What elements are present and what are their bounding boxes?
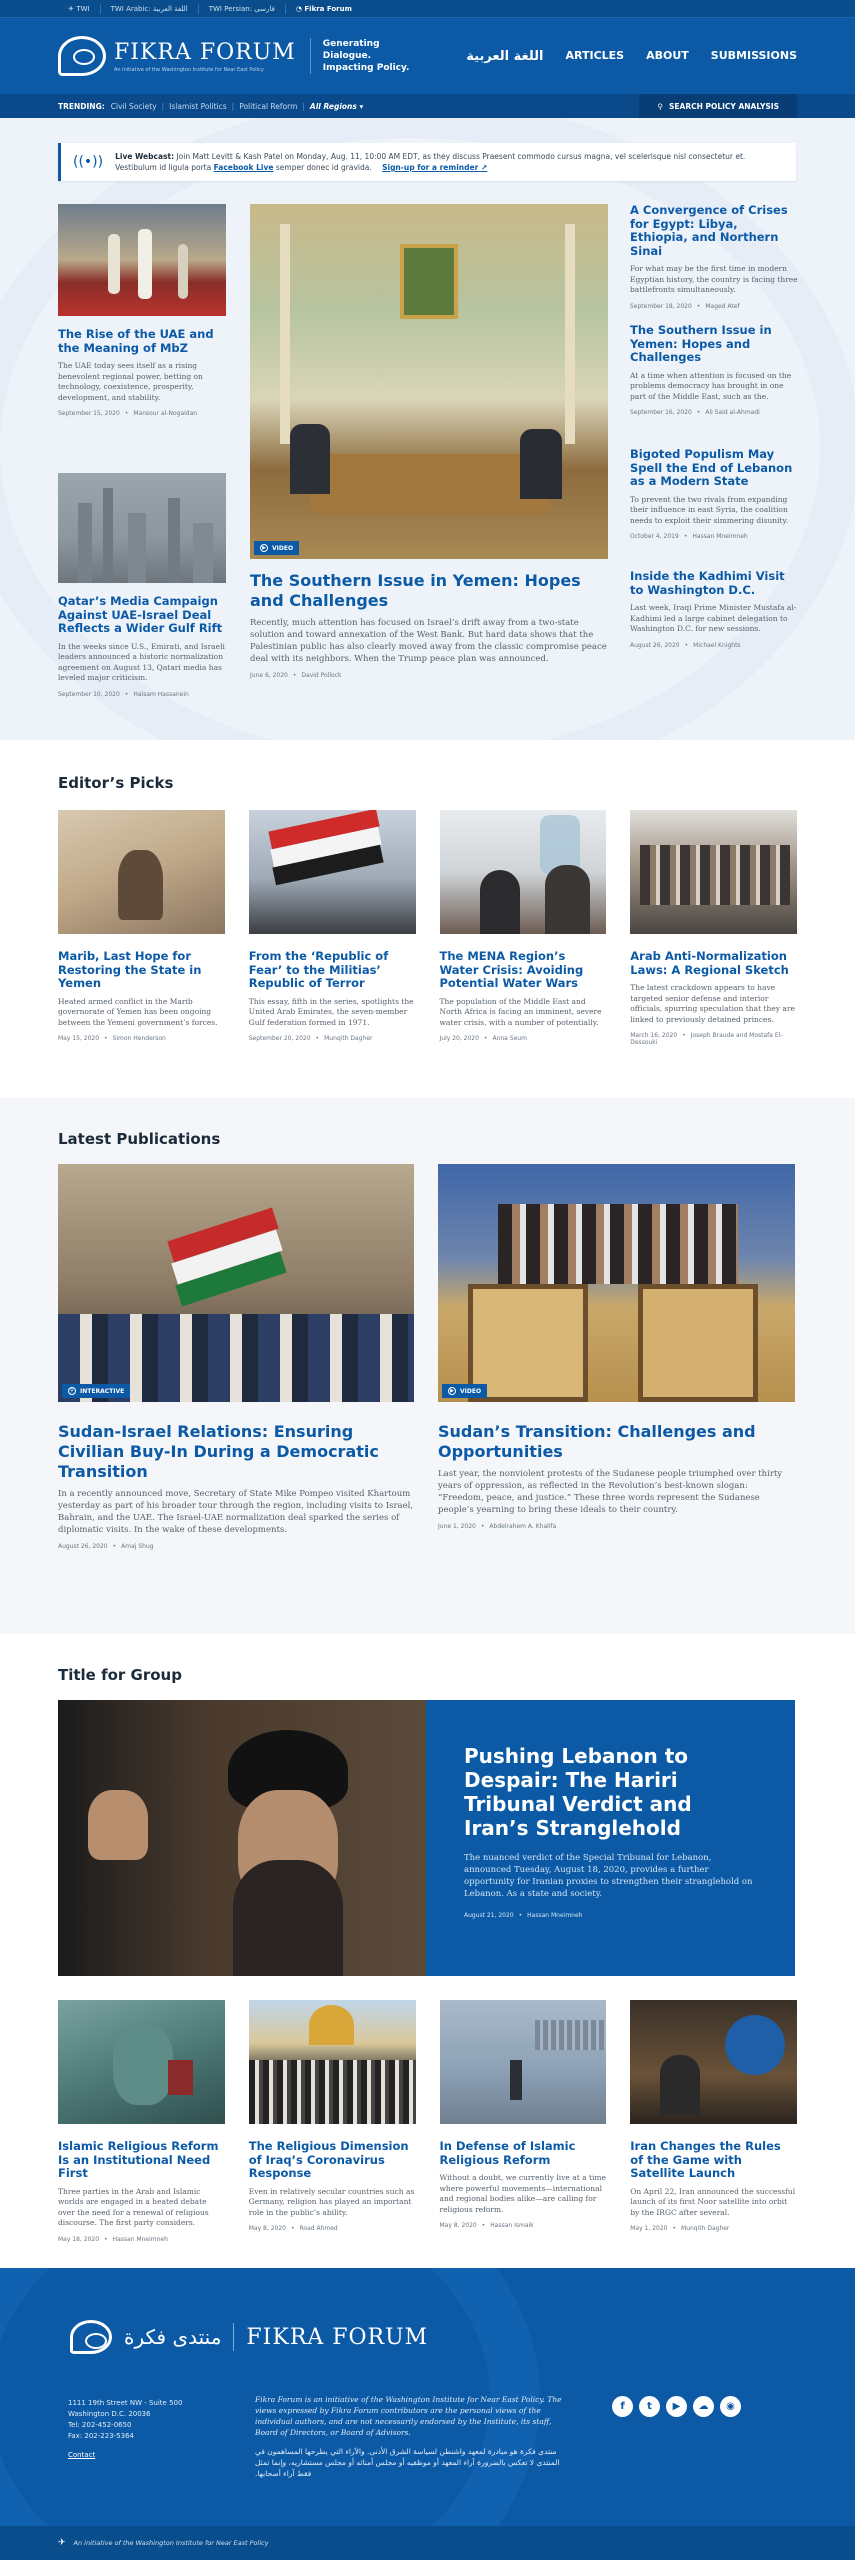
video-badge: ▶ VIDEO	[254, 541, 299, 555]
article-meta: July 20, 2020 • Anna Seum	[439, 1035, 527, 1042]
article-title[interactable]: Qatar’s Media Campaign Against UAE-Israel Deal Reflects a Wider Gulf Rift	[58, 594, 223, 635]
article-excerpt: At a time when attention is focused on the problems democracy has brought in one part of the Middle East, such as the.	[630, 370, 792, 401]
editors-picks-section	[0, 740, 855, 1098]
article-meta: May 8, 2020 • Hassan Ismaik	[439, 2222, 534, 2229]
article-title[interactable]: Sudan’s Transition: Challenges and Opportunities	[438, 1422, 756, 1461]
article-meta: March 16, 2020 • Joseph Braude and Mostafa El-Dessouki	[630, 1032, 783, 1046]
article-meta: October 4, 2019 • Hassan Mneimneh	[630, 533, 748, 540]
article-excerpt: For what may be the first time in modern Egyptian history, the country is facing three battlefronts simultaneously.	[630, 264, 798, 294]
article-excerpt: To prevent the two rivals from expanding their influence in east Syria, the coalition needs to exploit their simmering disunity.	[630, 494, 789, 525]
twi-link[interactable]: ✈ TWI	[58, 4, 101, 14]
trending-islamist-politics[interactable]: Islamist Politics	[169, 101, 227, 111]
trending-label: TRENDING:	[58, 101, 105, 111]
video-badge: ▶ VIDEO	[442, 1384, 487, 1398]
footer-logo[interactable]	[70, 2320, 428, 2354]
soundcloud-icon[interactable]: ☁	[693, 2396, 714, 2417]
footer-address: 1111 19th Street NW - Suite 500 Washington D.C. 20036 Tel: 202-452-0650 Fax: 202-223-5364 Contact	[68, 2399, 183, 2459]
hero-left-article-2[interactable]	[58, 473, 226, 698]
article-title[interactable]: Inside the Kadhimi Visit to Washington D.C.	[630, 569, 785, 597]
nav-submissions[interactable]: SUBMISSIONS	[710, 48, 797, 62]
article-excerpt: Last week, Iraqi Prime Minister Mustafa al-Kadhimi led a large cabinet delegation to Washington D.C. for new sessions.	[630, 603, 797, 633]
hero-main-article[interactable]	[250, 204, 608, 679]
article-meta: September 16, 2020 • Ali Said al-Ahmadi	[630, 409, 760, 416]
article-image	[438, 1164, 795, 1402]
footer-disclaimer-arabic: منتدى فكرة هو مبادرة لمعهد واشنطن لسياسة الشرق الأدنى. والآراء التي يطرحها المساهمون في المنتدى لا تعكس بالضرورة آراء المعهد أو موظفيه أو مجلس أمنائه أو مجلس مستشاريه، وإنما تمثل فقط آراء أصحابها.	[255, 2447, 560, 2478]
article-title[interactable]: The Southern Issue in Yemen: Hopes and Challenges	[250, 571, 581, 610]
section-title: Editor’s Picks	[58, 774, 174, 792]
play-icon: ▶	[448, 1387, 456, 1395]
trending-political-reform[interactable]: Political Reform	[239, 101, 298, 111]
external-link-icon: ↗	[480, 163, 488, 172]
article-image	[249, 2000, 416, 2124]
article-image	[58, 1164, 414, 1402]
article-title[interactable]: The Religious Dimension of Iraq’s Coronavirus Response	[248, 2139, 409, 2180]
article-image	[249, 810, 416, 934]
article-excerpt: The UAE today sees itself as a rising benevolent regional power, betting on technology, coexistence, prosperity, development, and stability.	[58, 361, 203, 402]
group-card[interactable]	[58, 2000, 225, 2243]
group-card[interactable]	[630, 2000, 797, 2243]
magnifier-icon: ⚲	[68, 1387, 76, 1395]
social-links	[612, 2396, 741, 2417]
fikra-link[interactable]: ◔ Fikra Forum	[295, 4, 352, 13]
article-excerpt: On April 22, Iran announced the successful launch of its first Noor satellite into orbit by the IRGC after several.	[630, 2186, 796, 2217]
site-subtitle: An initiative of the Washington Institute for Near East Policy	[114, 66, 264, 73]
editors-pick-card[interactable]	[58, 810, 225, 1046]
article-title[interactable]: A Convergence of Crises for Egypt: Libya, Ethiopia, and Northern Sinai	[630, 203, 788, 258]
interactive-badge: ⚲ INTERACTIVE	[62, 1384, 130, 1398]
article-image	[250, 204, 608, 559]
trending-bar: TRENDING: Civil Society | Islamist Politics | Political Reform | All Regions ▾ ⚲ SEARCH POLICY ANALYSIS	[0, 94, 855, 118]
section-title: Latest Publications	[58, 1130, 221, 1148]
article-title[interactable]: Islamic Religious Reform Is an Institutional Need First	[58, 2139, 219, 2180]
feature-image	[58, 1700, 426, 1976]
article-title[interactable]: The Southern Issue in Yemen: Hopes and Challenges	[630, 323, 772, 364]
article-excerpt: Three parties in the Arab and Islamic worlds are engaged in a heated debate over the need for a renewal of religious discourse. The first party considers.	[58, 2186, 209, 2227]
article-title[interactable]: Sudan-Israel Relations: Ensuring Civilian Buy-In During a Democratic Transition	[58, 1422, 379, 1481]
hero-right-article-4[interactable]	[630, 570, 798, 649]
article-title[interactable]: The MENA Region’s Water Crisis: Avoiding Potential Water Wars	[439, 949, 584, 990]
twi-persian-link[interactable]: TWI Persian: فارسی	[199, 4, 286, 14]
article-excerpt: This essay, fifth in the series, spotlights the United Arab Emirates, the seven-member Gulf federation formed in 1971.	[248, 996, 414, 1027]
rss-icon[interactable]: ◉	[720, 2396, 741, 2417]
article-title[interactable]: Marib, Last Hope for Restoring the State in Yemen	[58, 949, 202, 990]
footer-bottom-bar: ✈ An initiative of the Washington Institute for Near East Policy	[0, 2526, 855, 2560]
search-icon: ⚲	[657, 101, 663, 111]
editors-pick-card[interactable]	[249, 810, 416, 1046]
top-bar	[0, 0, 855, 18]
article-meta: September 10, 2020 • Haisam Hassanein	[58, 690, 189, 698]
article-meta: September 20, 2020 • Munqith Dagher	[248, 1035, 373, 1042]
fikra-logo-icon	[58, 36, 106, 76]
feature-panel	[426, 1700, 795, 1976]
article-excerpt: The population of the Middle East and North Africa is facing an imminent, severe water crisis, with a number of potentially.	[439, 996, 602, 1027]
hero-right-article-1[interactable]	[630, 204, 798, 310]
hero-section	[0, 118, 855, 740]
article-image	[440, 810, 607, 934]
reminder-link[interactable]: Sign-up for a reminder ↗	[382, 163, 488, 172]
article-image	[630, 810, 797, 934]
article-meta: May 1, 2020 • Munqith Dagher	[630, 2225, 730, 2232]
article-title[interactable]: From the ‘Republic of Fear’ to the Militias’ Republic of Terror	[248, 949, 389, 990]
site-header	[0, 18, 855, 94]
article-meta: September 18, 2020 • Maged Atef	[630, 302, 740, 310]
article-meta: May 15, 2020 • Simon Henderson	[58, 1035, 166, 1042]
hero-left-article-1[interactable]	[58, 204, 226, 417]
editors-pick-card[interactable]	[630, 810, 797, 1046]
article-excerpt: The latest crackdown appears to have targeted senior defense and interior officials, spurring speculation that they are linked to previously detained princes.	[630, 983, 795, 1024]
facebook-live-link[interactable]: Facebook Live	[213, 163, 274, 172]
group-feature[interactable]	[58, 1700, 797, 1976]
latest-publications-section	[0, 1098, 855, 1634]
group-section	[0, 1634, 855, 2266]
main-nav	[466, 49, 797, 64]
article-excerpt: Heated armed conflict in the Marib governorate of Yemen has been ongoing between the Yemeni government’s forces.	[58, 996, 218, 1027]
article-excerpt: In a recently announced move, Secretary of State Mike Pompeo visited Khartoum yesterday as part of his broader tour through the region, including visits to Israel, Bahrain, and the UAE. The Israel-UAE normalization deal sparked the series of diplomatic visits. In the wake of these developments.	[58, 1489, 414, 1535]
article-excerpt: Even in relatively secular countries such as Germany, religion has played an important role in the public’s ability.	[248, 2186, 415, 2217]
editors-pick-card[interactable]	[440, 810, 607, 1046]
chevron-down-icon: ▾	[359, 101, 364, 111]
broadcast-icon: ((•))	[73, 153, 104, 170]
fikra-logo-icon	[70, 2320, 112, 2354]
article-title[interactable]: Iran Changes the Rules of the Game with Satellite Launch	[630, 2139, 781, 2180]
article-image	[440, 2000, 607, 2124]
group-card[interactable]	[249, 2000, 416, 2243]
article-excerpt: Last year, the nonviolent protests of the Sudanese people triumphed over thirty years of oppression, as reflected in the Revolution’s best-known slogan: “Freedom, peace, and justice.” These three words represent the Sudanese people’s yearning to bring these ideals to their country.	[438, 1469, 783, 1515]
site-footer	[0, 2268, 855, 2560]
twi-logo-icon: ✈	[68, 4, 77, 13]
footer-contact-link[interactable]: Contact	[68, 2451, 96, 2459]
footer-arabic-title: منتدى فكرة	[124, 2325, 222, 2349]
feature-meta: August 21, 2020 • Hassan Mneimneh	[464, 1912, 583, 1919]
twitter-icon[interactable]: t	[639, 2396, 660, 2417]
footer-disclaimer: Fikra Forum is an initiative of the Washington Institute for Near East Policy. The views expressed by Fikra Forum contributors are the personal views of the individual authors, and are not necessarily endorsed by the Institute, its staff, Board of Directors, or Board of Advisors. منتدى فكرة هو مبادرة لمعهد واشنطن لسياسة الشرق الأدنى. والآراء التي يطرحها المساهمون في المنتدى لا تعكس بالضرورة آراء المعهد أو موظفيه أو مجلس أمنائه أو مجلس مستشاريه، وإنما تمثل فقط آراء أصحابها.	[255, 2394, 575, 2479]
group-card[interactable]	[440, 2000, 607, 2243]
footer-divider	[233, 2323, 234, 2351]
nav-about[interactable]: ABOUT	[646, 48, 689, 62]
regions-dropdown[interactable]: All Regions ▾	[309, 101, 364, 111]
publication-card[interactable]	[438, 1164, 795, 1550]
article-image	[58, 2000, 225, 2124]
article-meta: May 18, 2020 • Hassan Mneimneh	[58, 2235, 168, 2243]
publication-card[interactable]	[58, 1164, 414, 1550]
article-meta: September 15, 2020 • Mansour al-Nogaidan	[58, 410, 198, 417]
article-image	[630, 2000, 797, 2124]
nav-articles[interactable]: ARTICLES	[565, 48, 625, 62]
article-meta: June 1, 2020 • Abdelrahem A. Khalifa	[438, 1523, 557, 1530]
site-logo[interactable]	[58, 36, 296, 76]
search-button[interactable]: ⚲ SEARCH POLICY ANALYSIS	[639, 94, 797, 118]
site-title: FIKRA FORUM	[114, 39, 296, 65]
article-excerpt: Recently, much attention has focused on Israel’s drift away from a two-state solution and toward annexation of the West Bank. But hard data shows that the Palestinian public has also clearly moved away from the classic compromise peace deal with its neighbors. When the Trump peace plan was announced.	[250, 618, 607, 664]
twi-logo-icon: ✈	[58, 2538, 66, 2548]
feature-title[interactable]: Pushing Lebanon to Despair: The Hariri Tribunal Verdict and Iran’s Stranglehold	[464, 1744, 692, 1840]
article-meta: August 26, 2020 • Michael Knights	[630, 641, 741, 649]
article-title[interactable]: Bigoted Populism May Spell the End of Lebanon as a Modern State	[630, 447, 793, 488]
article-title[interactable]: The Rise of the UAE and the Meaning of MbZ	[58, 327, 214, 355]
facebook-icon[interactable]: f	[612, 2396, 633, 2417]
trending-civil-society[interactable]: Civil Society	[110, 101, 157, 111]
nav-arabic[interactable]: اللغة العربية	[466, 48, 544, 64]
article-image	[58, 810, 225, 934]
article-excerpt: Without a doubt, we currently live at a time where powerful movements—international and regional bodies alike—are calling for religious reform.	[439, 2173, 606, 2214]
twi-arabic-link[interactable]: TWI Arabic: اللغة العربية	[101, 4, 199, 14]
feature-excerpt: The nuanced verdict of the Special Tribunal for Lebanon, announced Tuesday, August 18, 2020, provides a further opportunity for Iranian proxies to strengthen their stranglehold on Lebanon. As a state and society.	[464, 1853, 753, 1899]
article-meta: August 26, 2020 • Amaj Shug	[58, 1543, 154, 1550]
footer-title: FIKRA FORUM	[246, 2324, 429, 2350]
hero-right-article-2[interactable]	[630, 324, 798, 416]
fikra-mini-icon: ◔	[295, 4, 305, 13]
webcast-banner: ((•)) Live Webcast: Join Matt Levitt & Kash Patel on Monday, Aug. 11, 10:00 AM EDT, as they discuss Praesent commodo cursus magna, vel scelerisque nisl consectetur et. Vestibulum id ligula porta Facebook Live semper donec id gravida. Sign-up for a reminder ↗	[58, 143, 796, 181]
article-image	[58, 473, 226, 583]
hero-right-article-3[interactable]	[630, 448, 798, 540]
youtube-icon[interactable]: ▶	[666, 2396, 687, 2417]
article-excerpt: In the weeks since U.S., Emirati, and Israeli leaders announced a historic normalization agreement on August 13, Qatari media has leveled major criticism.	[58, 641, 225, 682]
article-image	[58, 204, 226, 316]
play-icon: ▶	[260, 544, 268, 552]
article-meta: May 8, 2020 • Road Ahmed	[248, 2225, 338, 2232]
article-title[interactable]: Arab Anti-Normalization Laws: A Regional Sketch	[630, 949, 789, 977]
tagline: Generating Dialogue. Impacting Policy.	[310, 38, 420, 74]
section-title: Title for Group	[58, 1666, 182, 1684]
article-title[interactable]: In Defense of Islamic Religious Reform	[439, 2139, 576, 2167]
article-meta: June 6, 2020 • David Pollock	[250, 672, 342, 679]
